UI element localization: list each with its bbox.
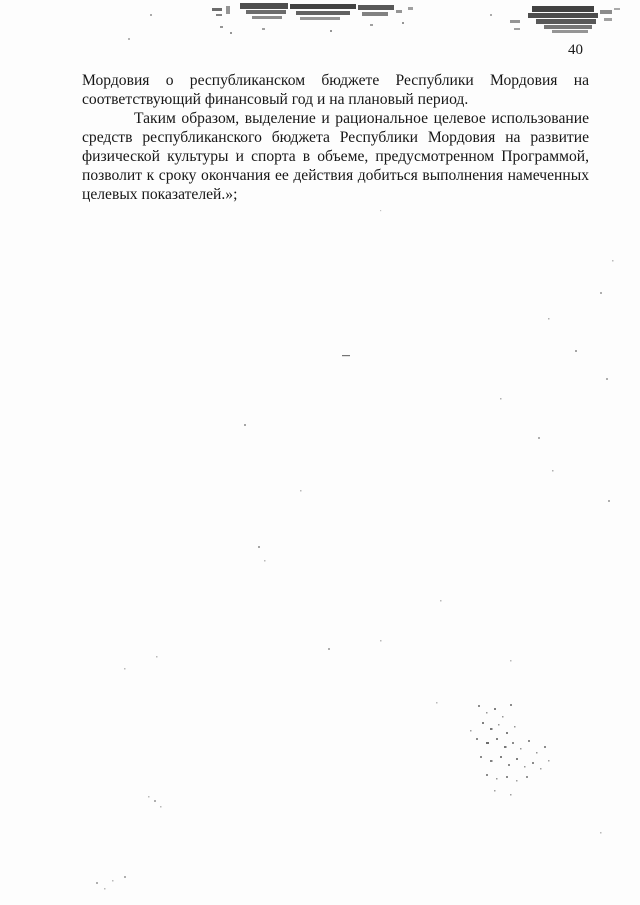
top-scan-smudge: [128, 3, 620, 40]
page-specks: [96, 152, 614, 890]
page-number: 40: [568, 42, 583, 58]
paragraph-conclusion: Таким образом, выделение и рациональное целевое использование средств республиканского бюджета Республики Мордовия на развитие физической культуры и спорта в объеме, предусмотренном Программой, позволит к сроку окончания ее действия добиться выполнения намеченных целевых показателей.»;: [82, 110, 589, 203]
body-text: [82, 71, 589, 204]
lower-right-speckle-cluster: [470, 704, 550, 796]
paragraph-continuation: Мордовия о республиканском бюджете Республики Мордовия на соответствующий финансовый год и на плановый период.: [82, 72, 589, 108]
